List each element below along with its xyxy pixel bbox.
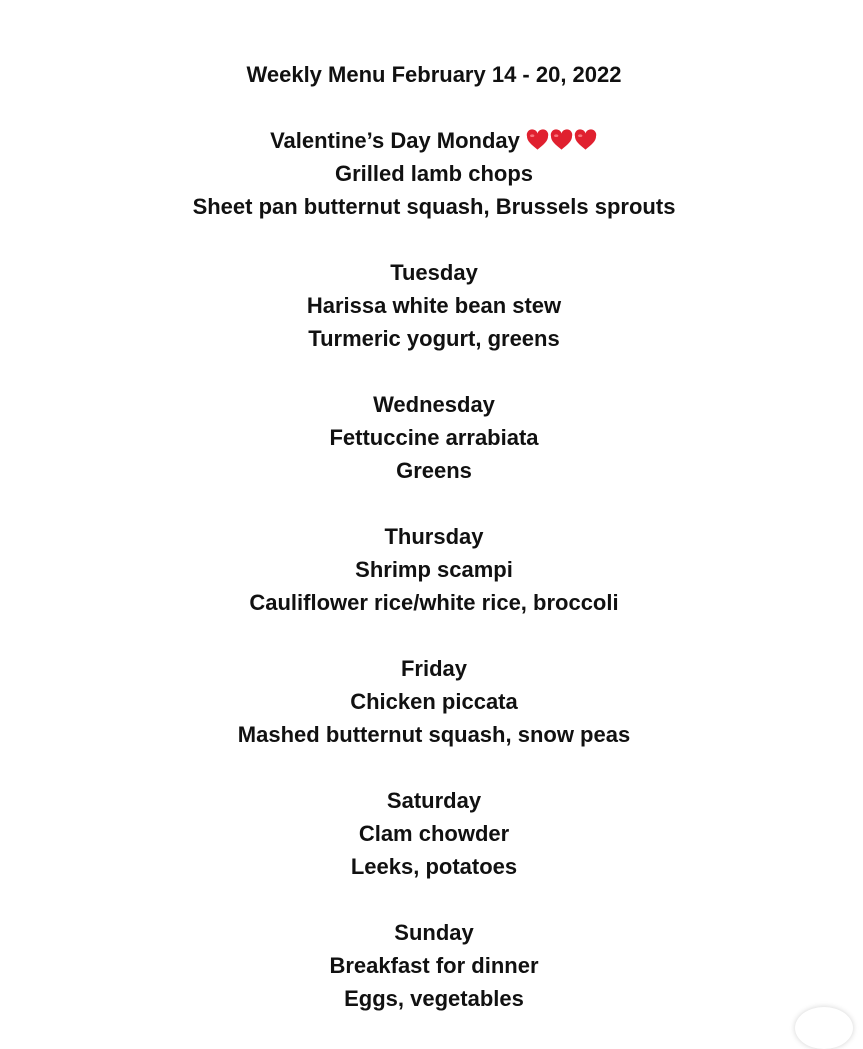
day-sides-wednesday: Greens: [396, 458, 472, 483]
menu-title: Weekly Menu February 14 - 20, 2022: [246, 62, 622, 87]
day-main-thursday: Shrimp scampi: [355, 557, 513, 582]
heart-icon: [574, 129, 597, 151]
day-main-monday: Grilled lamb chops: [334, 161, 534, 186]
day-sides-thursday: Cauliflower rice/white rice, broccoli: [249, 590, 619, 615]
day-name-thursday: Thursday: [384, 524, 484, 549]
hearts-group: [526, 127, 598, 151]
day-sides-monday: Sheet pan butternut squash, Brussels sprouts: [192, 194, 676, 219]
day-heading-monday: [0, 124, 863, 157]
day-sides-friday: Mashed butternut squash, snow peas: [237, 722, 631, 747]
day-sides-tuesday: Turmeric yogurt, greens: [308, 326, 560, 351]
floating-action-button[interactable]: [795, 1007, 853, 1049]
day-name-tuesday: Tuesday: [390, 260, 478, 285]
day-name-friday: Friday: [400, 656, 468, 681]
day-sides-saturday: Leeks, potatoes: [350, 854, 518, 879]
day-sides-sunday: Eggs, vegetables: [344, 986, 524, 1011]
day-name-sunday: Sunday: [394, 920, 474, 945]
day-main-wednesday: Fettuccine arrabiata: [329, 425, 539, 450]
day-main-saturday: Clam chowder: [358, 821, 510, 846]
day-main-friday: Chicken piccata: [350, 689, 518, 714]
day-name-monday: Valentine’s Day Monday: [270, 128, 520, 153]
day-main-tuesday: Harissa white bean stew: [306, 293, 562, 318]
day-name-wednesday: Wednesday: [373, 392, 495, 417]
day-main-sunday: Breakfast for dinner: [329, 953, 539, 978]
heart-icon: [526, 129, 549, 151]
day-name-saturday: Saturday: [386, 788, 482, 813]
heart-icon: [550, 129, 573, 151]
